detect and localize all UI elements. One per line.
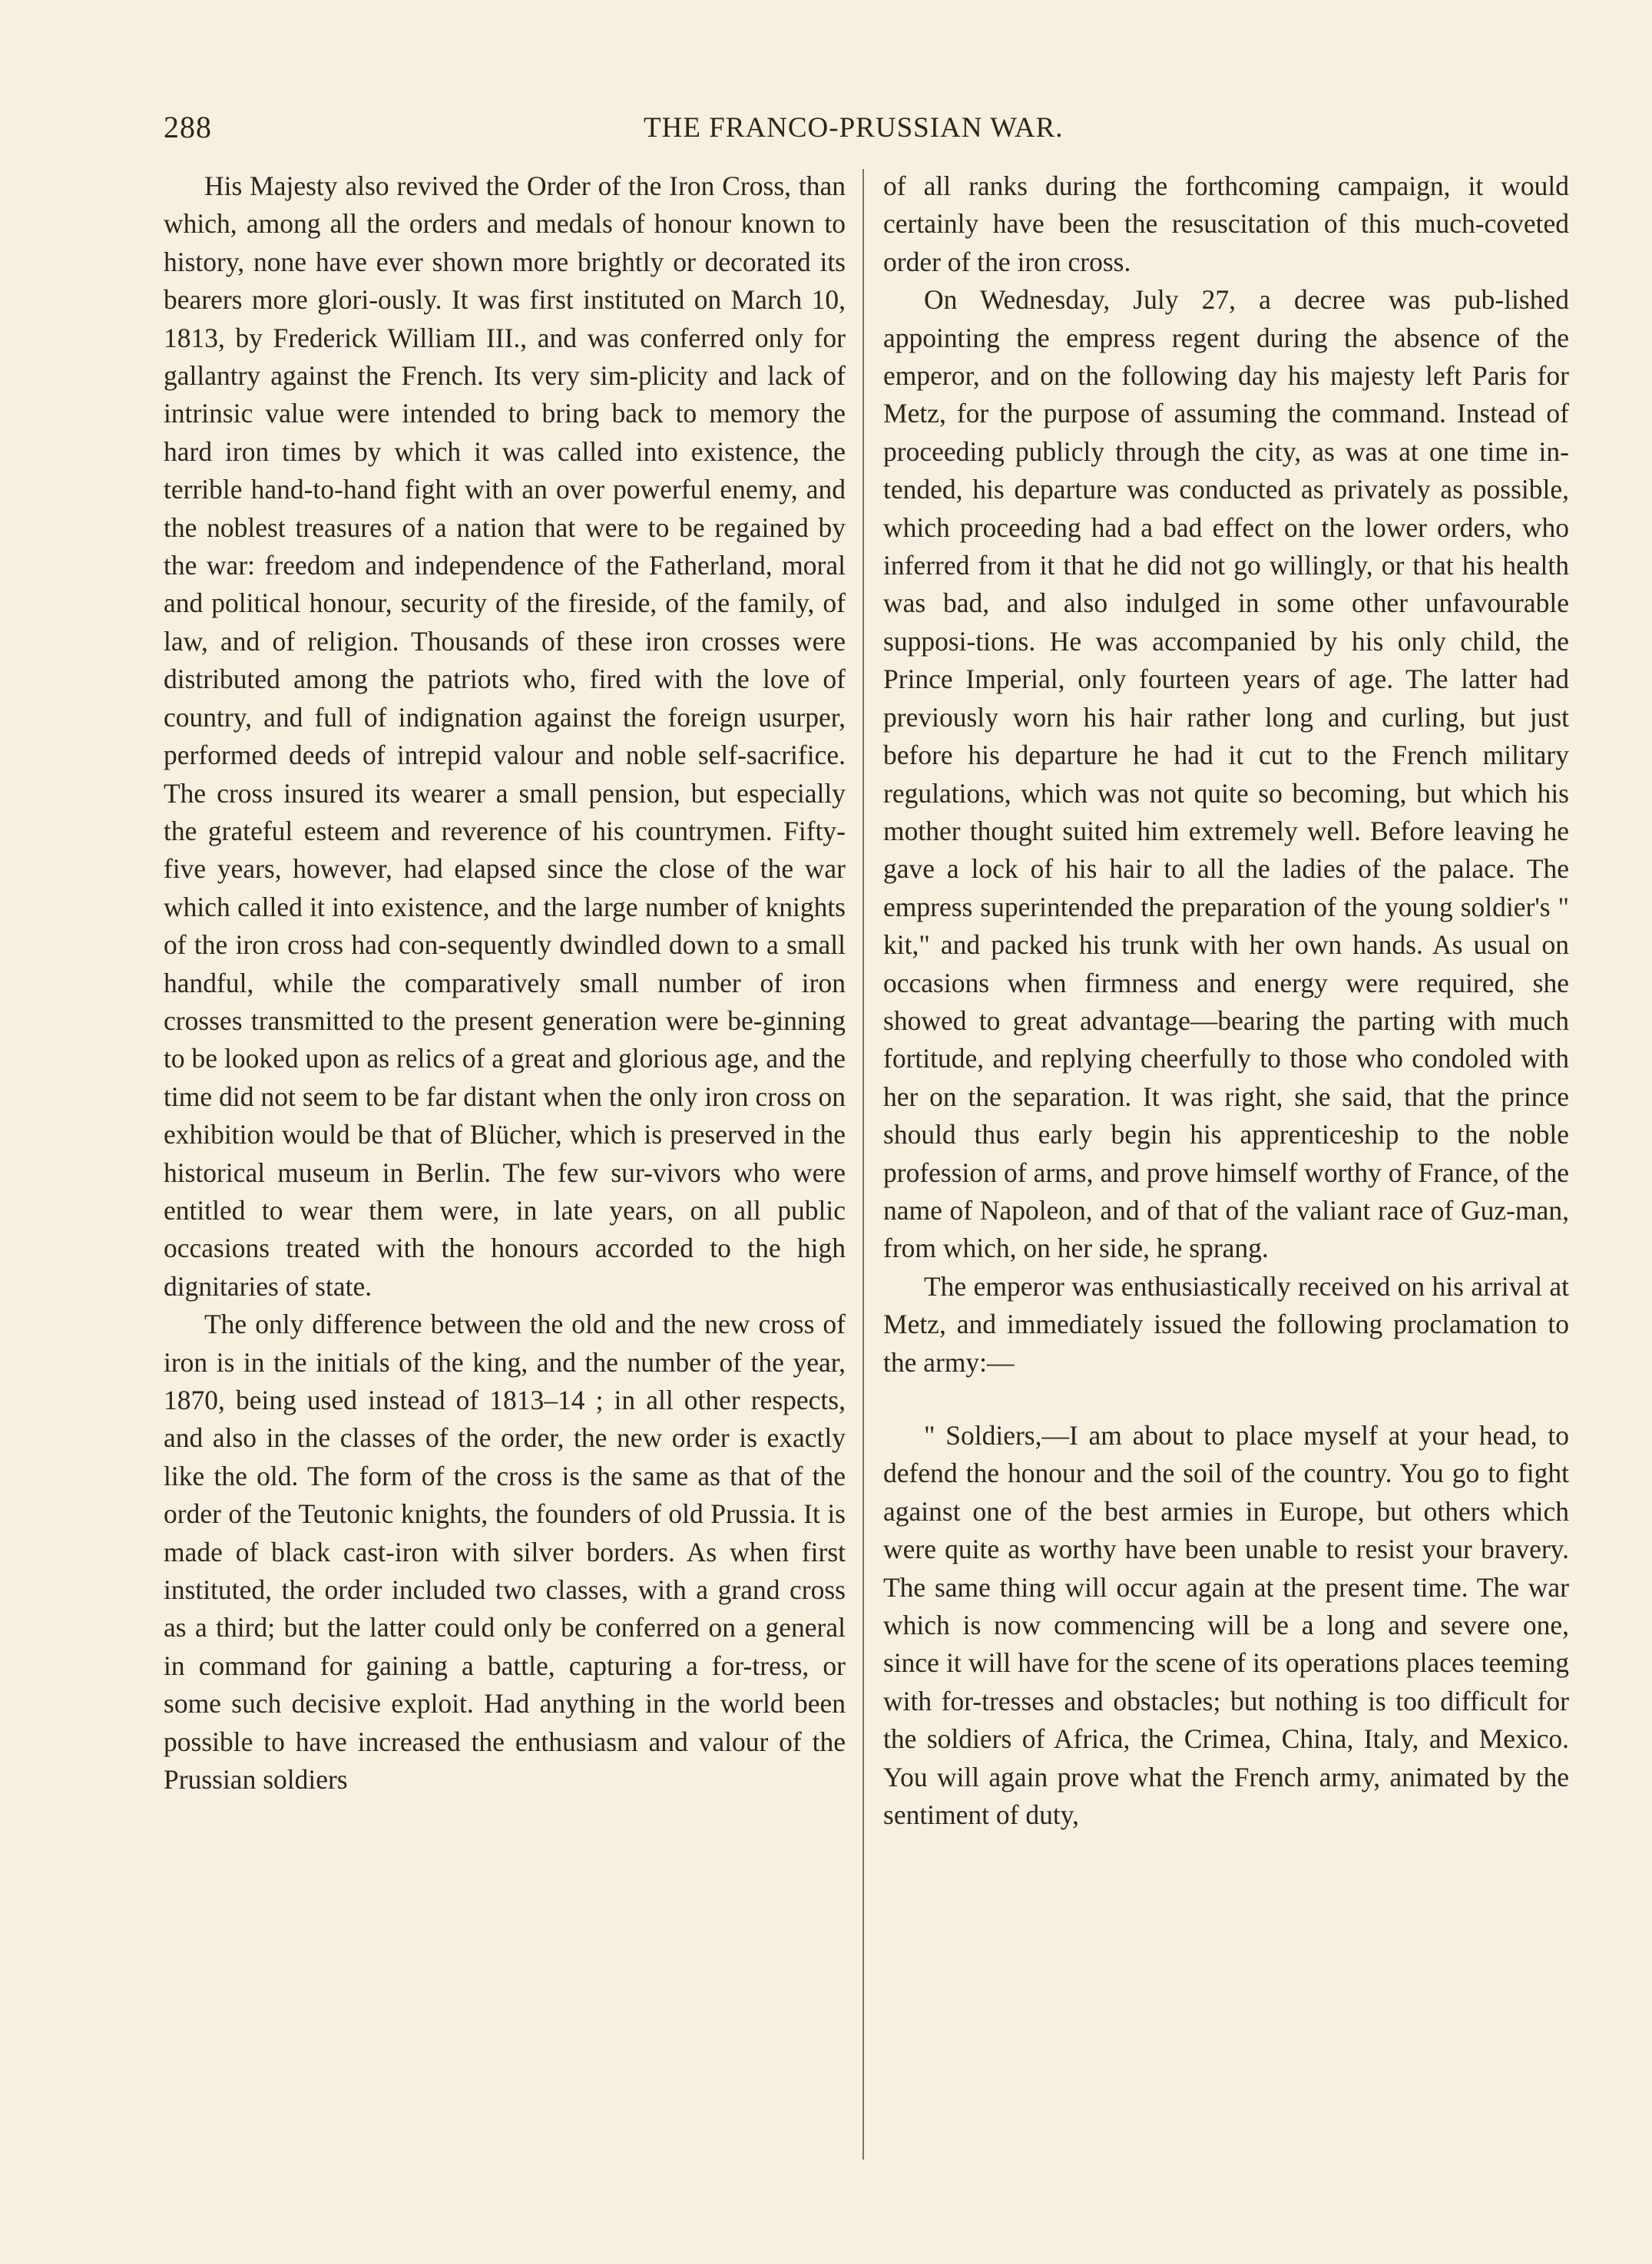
running-head: THE FRANCO-PRUSSIAN WAR.	[644, 112, 1064, 144]
column-divider	[862, 169, 864, 2160]
paragraph: The only difference between the old and the new cross of iron is in the initials of the king, and the number of the year, 1870, being used instead of 1813–14 ; in all other respects, and also in the classes of the order, the new order is exactly like the old. The form of the cross is the same as that of the order of the Teutonic knights, the founders of old Prussia. It is made of black cast-iron with silver borders. As when first instituted, the order included two classes, with a grand cross as a third; but the latter could only be conferred on a general in command for gaining a battle, capturing a for-tress, or some such decisive exploit. Had anything in the world been possible to have increased the enthusiasm and valour of the Prussian soldiers	[164, 1309, 846, 1796]
left-column	[164, 167, 846, 1799]
page-number: 288	[164, 110, 212, 144]
paragraph: of all ranks during the forthcoming campaign, it would certainly have been the resuscitation of this much-coveted order of the iron cross.	[883, 170, 1569, 277]
proclamation-paragraph: " Soldiers,—I am about to place myself at your head, to defend the honour and the soil of the country. You go to fight against one of the best armies in Europe, but others which were quite as worthy have been unable to resist your bravery. The same thing will occur again at the present time. The war which is now commencing will be a long and severe one, since it will have for the scene of its operations places teeming with for-tresses and obstacles; but nothing is too difficult for the soldiers of Africa, the Crimea, China, Italy, and Mexico. You will again prove what the French army, animated by the sentiment of duty,	[883, 1420, 1569, 1831]
paragraph: On Wednesday, July 27, a decree was pub-lished appointing the empress regent during the absence of the emperor, and on the following day his majesty left Paris for Metz, for the purpose of assuming the command. Instead of proceeding publicly through the city, as was at one time in-tended, his departure was conducted as privately as possible, which proceeding had a bad effect on the lower orders, who inferred from it that he did not go willingly, or that his health was bad, and also indulged in some other unfavourable supposi-tions. He was accompanied by his only child, the Prince Imperial, only fourteen years of age. The latter had previously worn his hair rather long and curling, but just before his departure he had it cut to the French military regulations, which was not quite so becoming, but which his mother thought suited him extremely well. Before leaving he gave a lock of his hair to all the ladies of the palace. The empress superintended the preparation of the young soldier's " kit," and packed his trunk with her own hands. As usual on occasions when firmness and energy were required, she showed to great advantage—bearing the parting with much fortitude, and replying cheerfully to those who condoled with her on the separation. It was right, she said, that the prince should thus early begin his apprenticeship to the noble profession of arms, and prove himself worthy of France, of the name of Napoleon, and of that of the valiant race of Guz-man, from which, on her side, he sprang.	[883, 284, 1569, 1264]
paragraph: His Majesty also revived the Order of the Iron Cross, than which, among all the orders and medals of honour known to history, none have ever shown more brightly or decorated its bearers more glori-ously. It was first instituted on March 10, 1813, by Frederick William III., and was conferred only for gallantry against the French. Its very sim-plicity and lack of intrinsic value were intended to bring back to memory the hard iron times by which it was called into existence, the terrible hand-to-hand fight with an over powerful enemy, and the noblest treasures of a nation that were to be regained by the war: freedom and independence of the Fatherland, moral and political honour, security of the fireside, of the family, of law, and of religion. Thousands of these iron crosses were distributed among the patriots who, fired with the love of country, and full of indignation against the foreign usurper, performed deeds of intrepid valour and noble self-sacrifice. The cross insured its wearer a small pension, but especially the grateful esteem and reverence of his countrymen. Fifty-five years, however, had elapsed since the close of the war which called it into existence, and the large number of knights of the iron cross had con-sequently dwindled down to a small handful, while the comparatively small number of iron crosses transmitted to the present generation were be-ginning to be looked upon as relics of a great and glorious age, and the time did not seem to be far distant when the only iron cross on exhibition would be that of Blücher, which is preserved in the historical museum in Berlin. The few sur-vivors who were entitled to wear them were, in late years, on all public occasions treated with the honours accorded to the high dignitaries of state.	[164, 170, 846, 1302]
right-column	[883, 167, 1569, 1834]
paragraph: The emperor was enthusiastically received on his arrival at Metz, and immediately issued the following proclamation to the army:—	[883, 1270, 1569, 1378]
